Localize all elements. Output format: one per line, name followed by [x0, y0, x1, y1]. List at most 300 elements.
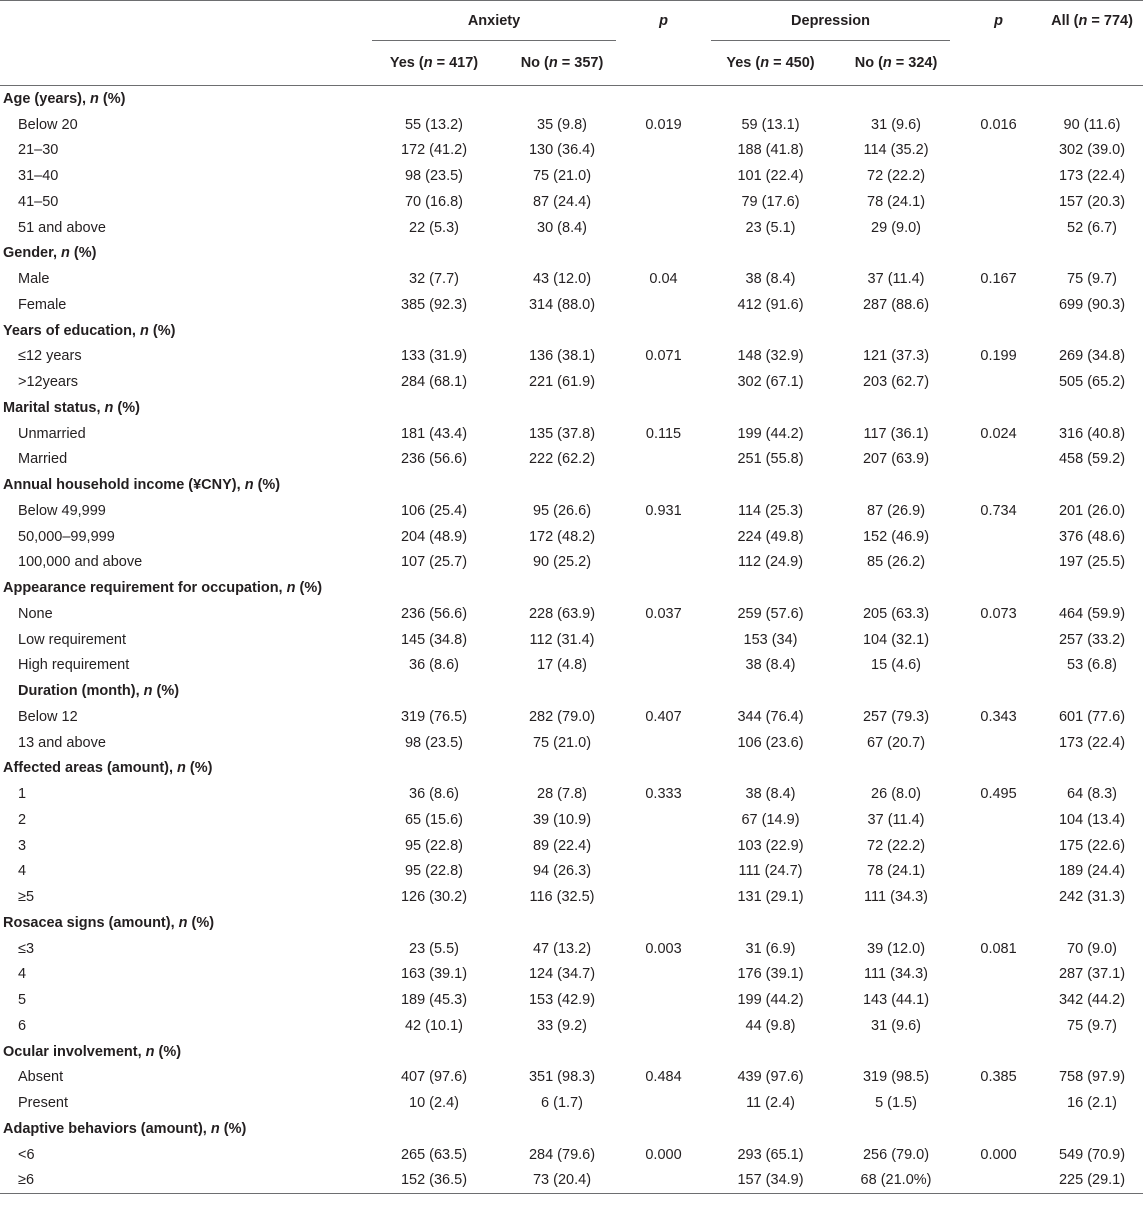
table-row: [0, 884, 1143, 910]
all-cell: 70 (9.0): [1067, 940, 1118, 957]
table-row: [0, 1013, 1143, 1039]
depression-no-cell: 39 (12.0): [867, 940, 926, 957]
depression-p-cell: 0.495: [980, 786, 1017, 803]
row-label: 100,000 and above: [18, 554, 143, 571]
group-header-row: [0, 1116, 1143, 1142]
all-cell: 601 (77.6): [1058, 708, 1126, 725]
header-depression-underline: [711, 40, 950, 41]
table-row: [0, 189, 1143, 215]
table-row: [0, 292, 1143, 318]
anxiety-p-cell: [622, 884, 705, 910]
table-row: [0, 704, 1143, 730]
depression-no-cell: 319 (98.5): [862, 1069, 930, 1086]
group-label: Affected areas (amount), n (%): [3, 760, 213, 777]
depression-no-cell: 67 (20.7): [867, 734, 926, 751]
row-label: 5: [18, 992, 27, 1009]
group-label: Appearance requirement for occupation, n (%): [3, 580, 323, 597]
table-row: [0, 1065, 1143, 1091]
all-cell: 699 (90.3): [1058, 296, 1126, 313]
group-label: Years of education, n (%): [3, 322, 176, 339]
all-cell: 173 (22.4): [1058, 734, 1126, 751]
anxiety-yes-cell: 133 (31.9): [400, 348, 468, 365]
anxiety-yes-cell: 284 (68.1): [400, 374, 468, 391]
header-empty-2: [0, 41, 366, 86]
depression-no-cell: 72 (22.2): [867, 837, 926, 854]
depression-p-cell: [956, 1090, 1041, 1116]
depression-no-cell: 121 (37.3): [862, 348, 930, 365]
depression-p-cell: 0.167: [980, 271, 1017, 288]
depression-p-cell: [956, 447, 1041, 473]
anxiety-p-cell: 0.407: [645, 708, 682, 725]
depression-yes-cell: 344 (76.4): [737, 708, 804, 725]
header-depression-label: Depression: [791, 13, 871, 29]
row-label: ≤3: [18, 940, 35, 957]
depression-p-cell: 0.000: [980, 1146, 1017, 1163]
anxiety-yes-cell: 163 (39.1): [400, 966, 468, 983]
header-depression: [705, 1, 956, 42]
all-cell: 16 (2.1): [1067, 1095, 1118, 1112]
anxiety-no-cell: 124 (34.7): [528, 966, 596, 983]
all-cell: 75 (9.7): [1067, 1017, 1118, 1034]
depression-no-cell: 114 (35.2): [863, 142, 929, 159]
table-row: [0, 447, 1143, 473]
anxiety-yes-cell: 236 (56.6): [400, 451, 468, 468]
anxiety-no-cell: 116 (32.5): [529, 889, 595, 906]
anxiety-p-cell: [622, 292, 705, 318]
group-header-row: [0, 756, 1143, 782]
anxiety-p-cell: 0.037: [645, 605, 682, 622]
row-label: Male: [18, 271, 50, 288]
row-label: None: [18, 605, 53, 622]
depression-yes-cell: 259 (57.6): [737, 605, 804, 622]
anxiety-p-cell: [622, 987, 705, 1013]
depression-yes-cell: 176 (39.1): [737, 966, 804, 983]
table-header: [0, 1, 1143, 86]
header-p-depression-label: p: [994, 13, 1003, 29]
all-cell: 52 (6.7): [1067, 219, 1118, 236]
all-cell: 53 (6.8): [1067, 657, 1118, 674]
anxiety-yes-cell: 204 (48.9): [400, 528, 468, 545]
depression-no-cell: 205 (63.3): [862, 605, 930, 622]
depression-no-cell: 72 (22.2): [867, 168, 926, 185]
all-cell: 201 (26.0): [1058, 502, 1126, 519]
anxiety-no-cell: 284 (79.6): [528, 1146, 596, 1163]
anxiety-yes-cell: 319 (76.5): [400, 708, 468, 725]
group-header-row: [0, 1039, 1143, 1065]
row-label: Married: [18, 451, 68, 468]
header-anxiety-yes: [366, 41, 502, 86]
row-label: 31–40: [18, 168, 59, 185]
depression-yes-cell: 11 (2.4): [746, 1095, 795, 1112]
anxiety-p-cell: 0.003: [645, 940, 682, 957]
depression-yes-cell: 106 (23.6): [737, 734, 804, 751]
anxiety-p-cell: [622, 189, 705, 215]
all-cell: 316 (40.8): [1058, 425, 1126, 442]
header-anxiety: [366, 1, 622, 42]
anxiety-p-cell: 0.071: [645, 348, 682, 365]
anxiety-no-cell: 94 (26.3): [532, 863, 592, 880]
all-cell: 505 (65.2): [1058, 374, 1126, 391]
depression-p-cell: [956, 653, 1041, 679]
depression-p-cell: 0.385: [980, 1069, 1017, 1086]
anxiety-no-cell: 39 (10.9): [532, 811, 592, 828]
depression-yes-cell: 38 (8.4): [745, 271, 796, 288]
table-row: [0, 498, 1143, 524]
header-empty-3: [622, 41, 705, 86]
table-row: [0, 730, 1143, 756]
anxiety-p-cell: [622, 215, 705, 241]
depression-no-cell: 257 (79.3): [862, 708, 930, 725]
depression-p-cell: 0.081: [980, 940, 1017, 957]
table-row: [0, 653, 1143, 679]
depression-no-cell: 287 (88.6): [862, 296, 930, 313]
depression-no-cell: 37 (11.4): [867, 271, 925, 288]
depression-p-cell: 0.073: [980, 605, 1017, 622]
anxiety-p-cell: [622, 730, 705, 756]
anxiety-no-cell: 95 (26.6): [532, 502, 592, 519]
anxiety-p-cell: 0.333: [645, 786, 682, 803]
group-header-row: [0, 575, 1143, 601]
depression-p-cell: [956, 807, 1041, 833]
anxiety-p-cell: [622, 833, 705, 859]
group-label: Adaptive behaviors (amount), n (%): [3, 1120, 247, 1137]
depression-yes-cell: 157 (34.9): [705, 1168, 836, 1194]
depression-yes-cell: 103 (22.9): [737, 837, 804, 854]
row-label: 51 and above: [18, 219, 106, 236]
anxiety-no-cell: 6 (1.7): [541, 1095, 583, 1112]
anxiety-yes-cell: 236 (56.6): [400, 605, 468, 622]
anxiety-no-cell: 153 (42.9): [528, 992, 596, 1009]
row-label: ≥6: [0, 1168, 366, 1194]
depression-yes-cell: 412 (91.6): [737, 296, 804, 313]
table-row: [0, 627, 1143, 653]
group-header-row: [0, 395, 1143, 421]
depression-p-cell: [956, 163, 1041, 189]
anxiety-no-cell: 282 (79.0): [528, 708, 596, 725]
group-label: Ocular involvement, n (%): [3, 1043, 182, 1060]
depression-yes-cell: 44 (9.8): [745, 1017, 796, 1034]
anxiety-yes-cell: 95 (22.8): [404, 837, 464, 854]
group-label: Marital status, n (%): [3, 399, 140, 416]
depression-p-cell: [956, 215, 1041, 241]
all-cell: 197 (25.5): [1058, 554, 1126, 571]
header-anxiety-underline: [372, 40, 616, 41]
row-label: Present: [18, 1095, 68, 1112]
depression-yes-cell: 111 (24.7): [738, 863, 803, 880]
anxiety-yes-cell: 385 (92.3): [400, 296, 468, 313]
anxiety-no-cell: 130 (36.4): [528, 142, 596, 159]
anxiety-no-cell: 221 (61.9): [528, 374, 596, 391]
header-empty: [0, 1, 366, 42]
anxiety-p-cell: [622, 369, 705, 395]
all-cell: 242 (31.3): [1058, 889, 1126, 906]
anxiety-p-cell: [622, 550, 705, 576]
row-label: ≤12 years: [18, 348, 82, 365]
depression-no-cell: 68 (21.0%): [836, 1168, 956, 1194]
depression-p-cell: [956, 884, 1041, 910]
all-cell: 342 (44.2): [1058, 992, 1126, 1009]
all-cell: 75 (9.7): [1067, 271, 1118, 288]
row-label: Unmarried: [18, 425, 86, 442]
header-depression-no: [836, 41, 956, 86]
anxiety-p-cell: 0.019: [645, 116, 682, 133]
row-label: Absent: [18, 1069, 64, 1086]
anxiety-yes-cell: 95 (22.8): [404, 863, 464, 880]
depression-yes-cell: 38 (8.4): [745, 786, 796, 803]
depression-p-cell: [956, 1168, 1041, 1194]
anxiety-yes-cell: 407 (97.6): [400, 1069, 468, 1086]
group-header-row: [0, 318, 1143, 344]
row-label: 4: [18, 863, 27, 880]
header-all: [1041, 1, 1143, 42]
depression-yes-cell: 302 (67.1): [737, 374, 804, 391]
group-label: Age (years), n (%): [3, 90, 126, 107]
anxiety-no-cell: 28 (7.8): [537, 786, 587, 803]
anxiety-yes-cell: 42 (10.1): [404, 1017, 464, 1034]
depression-p-cell: [956, 138, 1041, 164]
depression-yes-cell: 224 (49.8): [737, 528, 804, 545]
depression-yes-cell: 199 (44.2): [737, 425, 804, 442]
all-cell: 257 (33.2): [1058, 631, 1126, 648]
anxiety-yes-cell: 32 (7.7): [409, 271, 459, 288]
anxiety-yes-cell: 126 (30.2): [400, 889, 468, 906]
anxiety-yes-cell: 107 (25.7): [400, 554, 468, 571]
all-cell: 104 (13.4): [1058, 811, 1126, 828]
anxiety-yes-cell: 265 (63.5): [400, 1146, 468, 1163]
depression-no-cell: 143 (44.1): [862, 992, 930, 1009]
table-row: [0, 344, 1143, 370]
depression-yes-cell: 251 (55.8): [737, 451, 804, 468]
anxiety-p-cell: [622, 138, 705, 164]
header-p-anxiety: [622, 1, 705, 42]
depression-no-cell: 111 (34.3): [864, 889, 928, 906]
anxiety-no-cell: 75 (21.0): [532, 734, 592, 751]
anxiety-p-cell: [622, 1168, 705, 1194]
row-label: 4: [18, 966, 27, 983]
group-header-row: [0, 472, 1143, 498]
depression-no-cell: 87 (26.9): [867, 502, 926, 519]
table-row: [0, 962, 1143, 988]
depression-no-cell: 104 (32.1): [862, 631, 930, 648]
depression-no-cell: 31 (9.6): [871, 1017, 922, 1034]
table-row: [0, 215, 1143, 241]
anxiety-no-cell: 89 (22.4): [532, 837, 592, 854]
all-cell: 269 (34.8): [1058, 348, 1126, 365]
all-cell: 758 (97.9): [1058, 1069, 1126, 1086]
header-anxiety-label: Anxiety: [467, 13, 521, 29]
anxiety-no-cell: 228 (63.9): [528, 605, 596, 622]
anxiety-yes-cell: 181 (43.4): [400, 425, 468, 442]
all-cell: 173 (22.4): [1058, 168, 1126, 185]
table-row: [0, 1142, 1143, 1168]
all-cell: 376 (48.6): [1058, 528, 1126, 545]
depression-yes-cell: 31 (6.9): [745, 940, 796, 957]
anxiety-no-cell: 172 (48.2): [528, 528, 596, 545]
depression-p-cell: [956, 730, 1041, 756]
anxiety-p-cell: 0.04: [649, 271, 678, 288]
table-row: [0, 987, 1143, 1013]
anxiety-no-cell: 87 (24.4): [532, 193, 592, 210]
table-row: [0, 163, 1143, 189]
depression-no-cell: 85 (26.2): [867, 554, 926, 571]
anxiety-p-cell: [622, 163, 705, 189]
depression-yes-cell: 101 (22.4): [737, 168, 804, 185]
row-label: <6: [18, 1146, 35, 1163]
all-cell: 302 (39.0): [1058, 142, 1126, 159]
row-label: High requirement: [18, 657, 130, 674]
depression-p-cell: [956, 962, 1041, 988]
depression-no-cell: 78 (24.1): [867, 193, 926, 210]
header-depression-yes-label: Yes (n = 450): [726, 55, 815, 71]
depression-yes-cell: 59 (13.1): [741, 116, 800, 133]
table-body: [0, 86, 1143, 1194]
row-label: Below 12: [18, 708, 78, 725]
depression-yes-cell: 439 (97.6): [737, 1069, 804, 1086]
depression-yes-cell: 131 (29.1): [737, 889, 804, 906]
anxiety-p-cell: [622, 524, 705, 550]
row-label: Below 20: [18, 116, 78, 133]
row-label: Below 49,999: [18, 502, 106, 519]
all-cell: 458 (59.2): [1058, 451, 1126, 468]
header-empty-5: [1041, 41, 1143, 86]
depression-no-cell: 78 (24.1): [867, 863, 926, 880]
anxiety-p-cell: [622, 627, 705, 653]
table-row: [0, 421, 1143, 447]
depression-yes-cell: 188 (41.8): [737, 142, 804, 159]
all-cell: 90 (11.6): [1063, 116, 1121, 133]
depression-p-cell: [956, 550, 1041, 576]
depression-no-cell: 152 (46.9): [862, 528, 930, 545]
depression-p-cell: [956, 627, 1041, 653]
anxiety-p-cell: 0.484: [645, 1069, 682, 1086]
anxiety-no-cell: 112 (31.4): [529, 631, 595, 648]
depression-p-cell: [956, 1013, 1041, 1039]
header-all-label: All (n = 774): [1051, 13, 1133, 29]
depression-no-cell: 117 (36.1): [863, 425, 929, 442]
depression-no-cell: 26 (8.0): [871, 786, 922, 803]
table-row: [0, 138, 1143, 164]
table-row: [0, 112, 1143, 138]
row-label: 21–30: [18, 142, 59, 159]
depression-no-cell: 111 (34.3): [864, 966, 928, 983]
depression-yes-cell: 114 (25.3): [738, 502, 804, 519]
row-label: ≥5: [18, 889, 35, 906]
anxiety-p-cell: 0.115: [645, 425, 682, 442]
depression-p-cell: 0.024: [980, 425, 1017, 442]
all-cell: 464 (59.9): [1058, 605, 1126, 622]
all-cell: 225 (29.1): [1041, 1168, 1143, 1194]
table-row: [0, 807, 1143, 833]
depression-p-cell: [956, 833, 1041, 859]
anxiety-yes-cell: 36 (8.6): [409, 657, 459, 674]
anxiety-p-cell: 0.931: [645, 502, 682, 519]
header-row-2: [0, 41, 1143, 86]
group-header-row: [0, 86, 1143, 112]
header-anxiety-yes-label: Yes (n = 417): [389, 55, 479, 71]
depression-p-cell: [956, 987, 1041, 1013]
table-row: [0, 369, 1143, 395]
anxiety-yes-cell: 145 (34.8): [400, 631, 468, 648]
table-row: [0, 781, 1143, 807]
header-depression-yes: [705, 41, 836, 86]
anxiety-p-cell: [622, 1013, 705, 1039]
anxiety-p-cell: 0.000: [645, 1146, 682, 1163]
depression-p-cell: [956, 292, 1041, 318]
table-row: [0, 524, 1143, 550]
anxiety-yes-cell: 98 (23.5): [404, 168, 464, 185]
header-p-anxiety-label: p: [659, 13, 668, 29]
row-label: 2: [18, 811, 27, 828]
depression-no-cell: 29 (9.0): [871, 219, 922, 236]
depression-p-cell: 0.734: [980, 502, 1017, 519]
anxiety-yes-cell: 55 (13.2): [404, 116, 464, 133]
header-row-1: [0, 1, 1143, 42]
anxiety-p-cell: [622, 1090, 705, 1116]
depression-p-cell: 0.343: [980, 708, 1017, 725]
depression-p-cell: 0.016: [980, 116, 1017, 133]
anxiety-no-cell: 17 (4.8): [537, 657, 587, 674]
group-label: Gender, n (%): [3, 245, 97, 262]
table-row: [0, 550, 1143, 576]
row-label: 1: [18, 786, 27, 803]
group-label: Annual household income (¥CNY), n (%): [3, 477, 281, 494]
depression-yes-cell: 153 (34): [743, 631, 798, 648]
all-cell: 189 (24.4): [1058, 863, 1126, 880]
group-header-row: [0, 241, 1143, 267]
anxiety-p-cell: [622, 447, 705, 473]
row-label: Low requirement: [18, 631, 126, 648]
anxiety-yes-cell: 189 (45.3): [400, 992, 468, 1009]
anxiety-no-cell: 135 (37.8): [528, 425, 596, 442]
anxiety-yes-cell: 152 (36.5): [366, 1168, 502, 1194]
all-cell: 549 (70.9): [1058, 1146, 1126, 1163]
group-header-row: [0, 678, 1143, 704]
anxiety-no-cell: 43 (12.0): [532, 271, 592, 288]
depression-no-cell: 256 (79.0): [862, 1146, 930, 1163]
anxiety-yes-cell: 22 (5.3): [409, 219, 459, 236]
anxiety-yes-cell: 106 (25.4): [400, 502, 468, 519]
all-cell: 157 (20.3): [1058, 193, 1126, 210]
table-row: [0, 1168, 1143, 1194]
anxiety-p-cell: [622, 653, 705, 679]
anxiety-no-cell: 136 (38.1): [528, 348, 596, 365]
depression-no-cell: 15 (4.6): [871, 657, 922, 674]
depression-p-cell: [956, 369, 1041, 395]
anxiety-no-cell: 35 (9.8): [537, 116, 587, 133]
anxiety-yes-cell: 70 (16.8): [404, 193, 464, 210]
anxiety-yes-cell: 23 (5.5): [409, 940, 459, 957]
group-label: Rosacea signs (amount), n (%): [3, 914, 215, 931]
header-anxiety-no: [502, 41, 622, 86]
row-label: Female: [18, 296, 67, 313]
anxiety-no-cell: 30 (8.4): [537, 219, 587, 236]
anxiety-yes-cell: 65 (15.6): [404, 811, 464, 828]
depression-yes-cell: 148 (32.9): [737, 348, 804, 365]
depression-no-cell: 5 (1.5): [875, 1095, 917, 1112]
depression-p-cell: 0.199: [980, 348, 1017, 365]
all-cell: 64 (8.3): [1067, 786, 1118, 803]
depression-p-cell: [956, 524, 1041, 550]
depression-yes-cell: 112 (24.9): [738, 554, 804, 571]
depression-yes-cell: 38 (8.4): [745, 657, 796, 674]
header-p-depression: [956, 1, 1041, 42]
table-row: [0, 601, 1143, 627]
row-label: 13 and above: [18, 734, 106, 751]
depression-yes-cell: 23 (5.1): [745, 219, 796, 236]
row-label: >12years: [18, 374, 79, 391]
anxiety-no-cell: 222 (62.2): [528, 451, 596, 468]
anxiety-no-cell: 90 (25.2): [532, 554, 592, 571]
